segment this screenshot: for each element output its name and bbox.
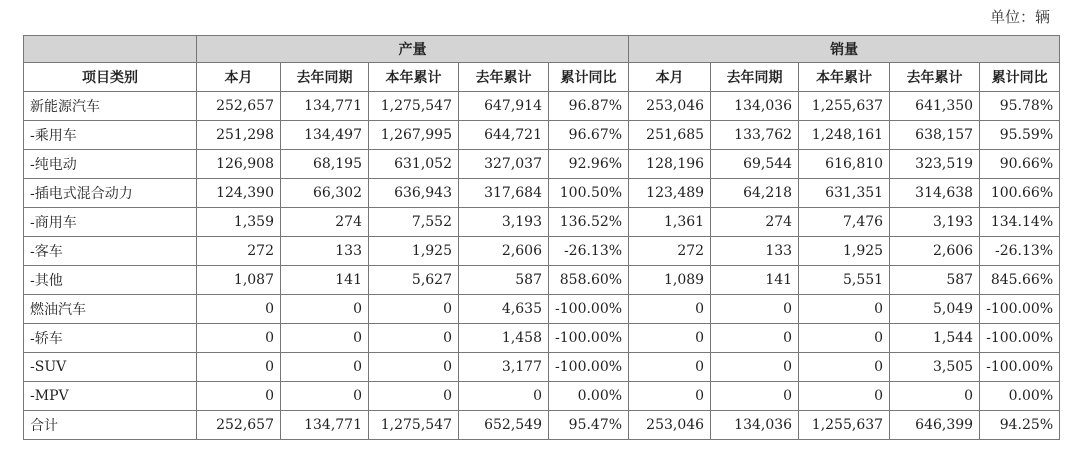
- table-cell: 66,302: [281, 179, 369, 208]
- row-label: -轿车: [24, 324, 197, 353]
- table-row: [24, 150, 1060, 179]
- table-cell: 0: [629, 295, 711, 324]
- table-cell: 7,476: [799, 208, 890, 237]
- table-cell: 0: [711, 382, 799, 411]
- table-cell: 631,052: [369, 150, 459, 179]
- table-cell: 587: [459, 266, 549, 295]
- row-label: -其他: [24, 266, 197, 295]
- table-cell: 134,036: [711, 411, 799, 440]
- column-header: 本月: [197, 63, 281, 92]
- table-cell: 0: [281, 295, 369, 324]
- table-cell: 134,497: [281, 121, 369, 150]
- table-cell: 0.00%: [980, 382, 1060, 411]
- table-cell: 587: [890, 266, 980, 295]
- column-header: 本年累计: [799, 63, 890, 92]
- table-cell: 644,721: [459, 121, 549, 150]
- table-cell: 1,359: [197, 208, 281, 237]
- table-cell: 1,275,547: [369, 411, 459, 440]
- table-cell: 0: [197, 353, 281, 382]
- table-cell: 134,771: [281, 411, 369, 440]
- table-cell: 0.00%: [549, 382, 629, 411]
- table-cell: 253,046: [629, 92, 711, 121]
- table-cell: -100.00%: [549, 295, 629, 324]
- table-cell: 141: [711, 266, 799, 295]
- table-cell: -100.00%: [549, 353, 629, 382]
- table-row: [24, 324, 1060, 353]
- table-cell: 1,544: [890, 324, 980, 353]
- table-cell: 317,684: [459, 179, 549, 208]
- table-cell: 252,657: [197, 411, 281, 440]
- table-cell: 95.59%: [980, 121, 1060, 150]
- production-sales-table: [23, 35, 1060, 440]
- column-header-row: [24, 63, 1060, 92]
- table-cell: 68,195: [281, 150, 369, 179]
- table-cell: 1,267,995: [369, 121, 459, 150]
- table-row: [24, 237, 1060, 266]
- table-cell: -100.00%: [980, 295, 1060, 324]
- group-header-sales: 销量: [629, 36, 1060, 63]
- table-cell: 1,925: [799, 237, 890, 266]
- table-cell: 251,298: [197, 121, 281, 150]
- table-cell: 128,196: [629, 150, 711, 179]
- table-row: [24, 208, 1060, 237]
- table-cell: 274: [711, 208, 799, 237]
- table-row: [24, 92, 1060, 121]
- table-cell: 1,255,637: [799, 92, 890, 121]
- table-cell: 7,552: [369, 208, 459, 237]
- table-cell: 274: [281, 208, 369, 237]
- table-cell: -100.00%: [980, 353, 1060, 382]
- table-row: [24, 295, 1060, 324]
- table-cell: 69,544: [711, 150, 799, 179]
- table-cell: 136.52%: [549, 208, 629, 237]
- table-cell: 0: [369, 295, 459, 324]
- table-cell: 94.25%: [980, 411, 1060, 440]
- table-cell: 3,193: [459, 208, 549, 237]
- column-header: 去年累计: [890, 63, 980, 92]
- table-cell: 0: [711, 324, 799, 353]
- table-cell: 1,089: [629, 266, 711, 295]
- table-cell: 1,248,161: [799, 121, 890, 150]
- table-cell: 3,505: [890, 353, 980, 382]
- table-cell: 133: [281, 237, 369, 266]
- table-row: [24, 179, 1060, 208]
- table-cell: 253,046: [629, 411, 711, 440]
- table-cell: 0: [281, 324, 369, 353]
- table-cell: 124,390: [197, 179, 281, 208]
- table-cell: 0: [369, 324, 459, 353]
- table-cell: 323,519: [890, 150, 980, 179]
- table-cell: 3,177: [459, 353, 549, 382]
- table-cell: 647,914: [459, 92, 549, 121]
- table-cell: 134,771: [281, 92, 369, 121]
- table-cell: 638,157: [890, 121, 980, 150]
- column-header: 累计同比: [549, 63, 629, 92]
- table-cell: -100.00%: [980, 324, 1060, 353]
- table-row: [24, 382, 1060, 411]
- table-cell: 123,489: [629, 179, 711, 208]
- table-body: [24, 92, 1060, 440]
- column-header: 项目类别: [24, 63, 197, 92]
- table-cell: 0: [799, 382, 890, 411]
- column-header: 去年累计: [459, 63, 549, 92]
- table-cell: 0: [459, 382, 549, 411]
- table-cell: 100.66%: [980, 179, 1060, 208]
- table-cell: 133,762: [711, 121, 799, 150]
- table-cell: 0: [281, 353, 369, 382]
- table-row: [24, 411, 1060, 440]
- row-label: -MPV: [24, 382, 197, 411]
- row-label: -纯电动: [24, 150, 197, 179]
- table-cell: 1,275,547: [369, 92, 459, 121]
- table-cell: 5,049: [890, 295, 980, 324]
- table-cell: 652,549: [459, 411, 549, 440]
- column-header: 本月: [629, 63, 711, 92]
- column-header: 累计同比: [980, 63, 1060, 92]
- table-cell: 100.50%: [549, 179, 629, 208]
- row-label: -乘用车: [24, 121, 197, 150]
- table-cell: 2,606: [890, 237, 980, 266]
- table-cell: 133: [711, 237, 799, 266]
- table-cell: 272: [197, 237, 281, 266]
- table-cell: 0: [890, 382, 980, 411]
- table-cell: 0: [369, 382, 459, 411]
- group-header-row: [24, 36, 1060, 63]
- table-cell: 0: [629, 324, 711, 353]
- table-cell: 0: [799, 324, 890, 353]
- table-cell: 134.14%: [980, 208, 1060, 237]
- table-cell: -26.13%: [980, 237, 1060, 266]
- table-cell: 616,810: [799, 150, 890, 179]
- row-label: -SUV: [24, 353, 197, 382]
- row-label: -商用车: [24, 208, 197, 237]
- table-cell: 252,657: [197, 92, 281, 121]
- table-cell: 0: [799, 295, 890, 324]
- table-cell: 0: [369, 353, 459, 382]
- table-cell: 646,399: [890, 411, 980, 440]
- table-cell: 0: [629, 353, 711, 382]
- row-label: -客车: [24, 237, 197, 266]
- table-cell: 134,036: [711, 92, 799, 121]
- table-cell: 0: [281, 382, 369, 411]
- row-label: 合计: [24, 411, 197, 440]
- group-header-blank: [24, 36, 197, 63]
- table-cell: 96.87%: [549, 92, 629, 121]
- table-cell: 636,943: [369, 179, 459, 208]
- table-cell: 96.67%: [549, 121, 629, 150]
- table-cell: 90.66%: [980, 150, 1060, 179]
- table-cell: 314,638: [890, 179, 980, 208]
- table-cell: -100.00%: [549, 324, 629, 353]
- unit-label: 单位：辆: [989, 8, 1050, 26]
- table-cell: 1,255,637: [799, 411, 890, 440]
- table-cell: 0: [799, 353, 890, 382]
- table-cell: 3,193: [890, 208, 980, 237]
- column-header: 本年累计: [369, 63, 459, 92]
- table-cell: 126,908: [197, 150, 281, 179]
- table-cell: 64,218: [711, 179, 799, 208]
- table-cell: 4,635: [459, 295, 549, 324]
- table-cell: 1,925: [369, 237, 459, 266]
- table-cell: 631,351: [799, 179, 890, 208]
- table-cell: 327,037: [459, 150, 549, 179]
- column-header: 去年同期: [711, 63, 799, 92]
- table-cell: 1,361: [629, 208, 711, 237]
- table-cell: 858.60%: [549, 266, 629, 295]
- table-cell: 0: [197, 295, 281, 324]
- table-cell: 5,551: [799, 266, 890, 295]
- table-cell: 0: [197, 324, 281, 353]
- table-cell: 95.47%: [549, 411, 629, 440]
- table-cell: 0: [629, 382, 711, 411]
- table-cell: 95.78%: [980, 92, 1060, 121]
- table-row: [24, 266, 1060, 295]
- table-cell: 0: [197, 382, 281, 411]
- table-cell: 1,087: [197, 266, 281, 295]
- row-label: -插电式混合动力: [24, 179, 197, 208]
- table-row: [24, 353, 1060, 382]
- table-cell: 0: [711, 295, 799, 324]
- group-header-production: 产量: [197, 36, 629, 63]
- table-cell: 141: [281, 266, 369, 295]
- table-cell: -26.13%: [549, 237, 629, 266]
- table-cell: 272: [629, 237, 711, 266]
- table-cell: 0: [711, 353, 799, 382]
- row-label: 新能源汽车: [24, 92, 197, 121]
- table-cell: 92.96%: [549, 150, 629, 179]
- column-header: 去年同期: [281, 63, 369, 92]
- table-cell: 5,627: [369, 266, 459, 295]
- table-cell: 641,350: [890, 92, 980, 121]
- table-cell: 251,685: [629, 121, 711, 150]
- row-label: 燃油汽车: [24, 295, 197, 324]
- table-cell: 1,458: [459, 324, 549, 353]
- table-cell: 845.66%: [980, 266, 1060, 295]
- table-row: [24, 121, 1060, 150]
- table-cell: 2,606: [459, 237, 549, 266]
